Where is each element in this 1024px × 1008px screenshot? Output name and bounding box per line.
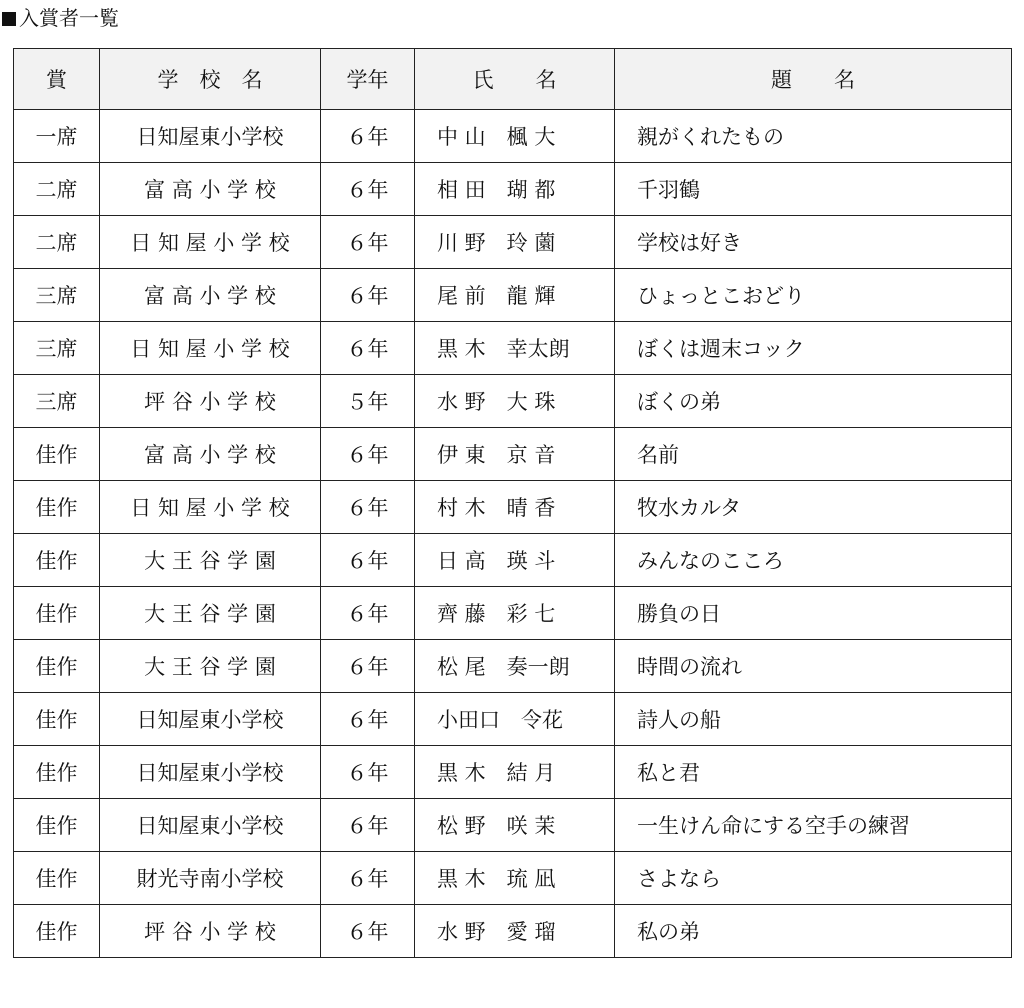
cell-award: 三席 <box>14 322 100 375</box>
cell-name: 水 野 大 珠 <box>415 375 615 428</box>
cell-name: 川 野 玲 薗 <box>415 216 615 269</box>
cell-name: 小田口 令花 <box>415 693 615 746</box>
cell-name: 松 野 咲 茉 <box>415 799 615 852</box>
cell-school: 財光寺南小学校 <box>100 852 321 905</box>
cell-grade: ６年 <box>321 799 415 852</box>
cell-award: 佳作 <box>14 428 100 481</box>
cell-school: 日 知 屋 小 学 校 <box>100 322 321 375</box>
cell-school: 日知屋東小学校 <box>100 746 321 799</box>
table-row <box>14 852 1012 905</box>
cell-name: 黒 木 結 月 <box>415 746 615 799</box>
table-row <box>14 799 1012 852</box>
square-bullet-icon <box>2 12 16 26</box>
cell-title: みんなのこころ <box>615 534 1012 587</box>
table-row <box>14 322 1012 375</box>
cell-title: 私と君 <box>615 746 1012 799</box>
cell-title: ぼくは週末コック <box>615 322 1012 375</box>
cell-grade: ６年 <box>321 216 415 269</box>
cell-grade: ５年 <box>321 375 415 428</box>
cell-school: 日 知 屋 小 学 校 <box>100 481 321 534</box>
header-grade: 学年 <box>321 49 415 110</box>
table-row <box>14 534 1012 587</box>
cell-school: 日知屋東小学校 <box>100 799 321 852</box>
cell-school: 坪 谷 小 学 校 <box>100 905 321 958</box>
cell-grade: ６年 <box>321 640 415 693</box>
cell-award: 一席 <box>14 110 100 163</box>
cell-title: ひょっとこおどり <box>615 269 1012 322</box>
cell-award: 三席 <box>14 375 100 428</box>
cell-grade: ６年 <box>321 110 415 163</box>
cell-name: 村 木 晴 香 <box>415 481 615 534</box>
cell-grade: ６年 <box>321 322 415 375</box>
cell-award: 佳作 <box>14 693 100 746</box>
cell-award: 二席 <box>14 216 100 269</box>
cell-name: 尾 前 龍 輝 <box>415 269 615 322</box>
cell-grade: ６年 <box>321 481 415 534</box>
cell-name: 中 山 楓 大 <box>415 110 615 163</box>
cell-award: 三席 <box>14 269 100 322</box>
cell-award: 佳作 <box>14 799 100 852</box>
cell-award: 佳作 <box>14 905 100 958</box>
table-row <box>14 216 1012 269</box>
cell-title: 時間の流れ <box>615 640 1012 693</box>
cell-grade: ６年 <box>321 163 415 216</box>
cell-school: 大 王 谷 学 園 <box>100 640 321 693</box>
cell-title: ぼくの弟 <box>615 375 1012 428</box>
cell-grade: ６年 <box>321 428 415 481</box>
cell-school: 富 高 小 学 校 <box>100 163 321 216</box>
cell-title: 一生けん命にする空手の練習 <box>615 799 1012 852</box>
cell-title: 詩人の船 <box>615 693 1012 746</box>
table-row <box>14 693 1012 746</box>
cell-school: 大 王 谷 学 園 <box>100 587 321 640</box>
header-title: 題 名 <box>615 49 1012 110</box>
cell-title: 千羽鶴 <box>615 163 1012 216</box>
table-row <box>14 587 1012 640</box>
cell-title: さよなら <box>615 852 1012 905</box>
cell-school: 富 高 小 学 校 <box>100 269 321 322</box>
cell-award: 佳作 <box>14 640 100 693</box>
cell-name: 伊 東 京 音 <box>415 428 615 481</box>
cell-name: 黒 木 幸太朗 <box>415 322 615 375</box>
cell-title: 牧水カルタ <box>615 481 1012 534</box>
table-row <box>14 110 1012 163</box>
header-school: 学 校 名 <box>100 49 321 110</box>
cell-title: 親がくれたもの <box>615 110 1012 163</box>
cell-name: 水 野 愛 瑠 <box>415 905 615 958</box>
cell-grade: ６年 <box>321 693 415 746</box>
cell-school: 日 知 屋 小 学 校 <box>100 216 321 269</box>
cell-grade: ６年 <box>321 587 415 640</box>
table-row <box>14 640 1012 693</box>
header-name: 氏 名 <box>415 49 615 110</box>
winners-table <box>13 48 1012 958</box>
table-row <box>14 269 1012 322</box>
cell-award: 佳作 <box>14 587 100 640</box>
cell-name: 日 高 瑛 斗 <box>415 534 615 587</box>
table-row <box>14 375 1012 428</box>
cell-name: 齊 藤 彩 七 <box>415 587 615 640</box>
cell-school: 坪 谷 小 学 校 <box>100 375 321 428</box>
list-heading <box>2 4 119 32</box>
cell-name: 相 田 瑚 都 <box>415 163 615 216</box>
cell-school: 富 高 小 学 校 <box>100 428 321 481</box>
cell-school: 大 王 谷 学 園 <box>100 534 321 587</box>
cell-grade: ６年 <box>321 746 415 799</box>
cell-award: 佳作 <box>14 746 100 799</box>
table-row <box>14 428 1012 481</box>
cell-grade: ６年 <box>321 905 415 958</box>
table-row <box>14 905 1012 958</box>
header-award: 賞 <box>14 49 100 110</box>
cell-award: 佳作 <box>14 481 100 534</box>
cell-name: 松 尾 奏一朗 <box>415 640 615 693</box>
cell-school: 日知屋東小学校 <box>100 693 321 746</box>
cell-title: 学校は好き <box>615 216 1012 269</box>
table-row <box>14 481 1012 534</box>
cell-grade: ６年 <box>321 852 415 905</box>
cell-name: 黒 木 琉 凪 <box>415 852 615 905</box>
table-row <box>14 746 1012 799</box>
cell-title: 名前 <box>615 428 1012 481</box>
cell-title: 私の弟 <box>615 905 1012 958</box>
cell-title: 勝負の日 <box>615 587 1012 640</box>
table-row <box>14 163 1012 216</box>
cell-award: 佳作 <box>14 534 100 587</box>
list-heading-text: 入賞者一覧 <box>19 6 119 30</box>
cell-award: 佳作 <box>14 852 100 905</box>
cell-school: 日知屋東小学校 <box>100 110 321 163</box>
table-header-row <box>14 49 1012 110</box>
cell-grade: ６年 <box>321 534 415 587</box>
cell-grade: ６年 <box>321 269 415 322</box>
cell-award: 二席 <box>14 163 100 216</box>
